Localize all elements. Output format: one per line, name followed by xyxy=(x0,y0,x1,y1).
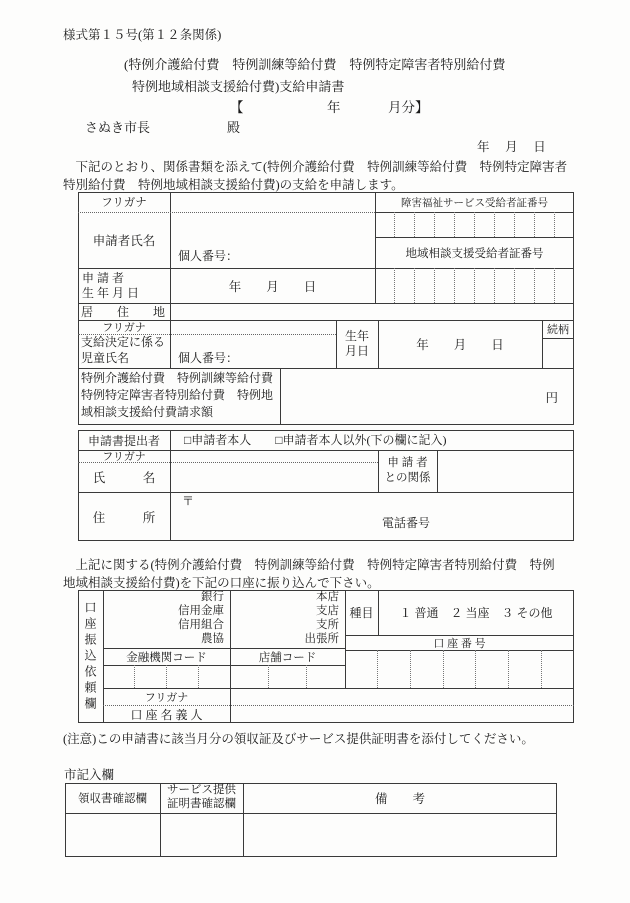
city-section-title: 市記入欄 xyxy=(64,768,115,782)
grid-line xyxy=(170,430,171,541)
applicant-birth-label-l2: 生 年 月 日 xyxy=(82,286,140,300)
branch-type-list xyxy=(230,591,345,647)
bank-type-list xyxy=(103,591,230,647)
child-birth-label xyxy=(336,320,378,368)
form-number: 様式第１５号(第１２条関係) xyxy=(63,28,222,42)
caution-note: (注意)この申請書に該当月分の領収証及びサービス提供証明書を添付してください。 xyxy=(63,732,534,746)
applicant-birth-label-l1: 申 請 者 xyxy=(82,271,125,285)
service-cert-check-label xyxy=(160,783,243,813)
submitter-checkbox-options: □申請者本人 □申請者本人以外(下の欄に記入) xyxy=(184,433,447,447)
form-title-line1: (特例介護給付費 特例訓練等給付費 特例特定障害者特別給付費 xyxy=(124,57,506,72)
phone-number-label: 電話番号 xyxy=(382,516,431,530)
branch-type-shiten: 支店 xyxy=(316,605,339,618)
receipt-check-label: 領収書確認欄 xyxy=(78,793,147,805)
applicant-table xyxy=(78,192,574,425)
period-year-label: 年 xyxy=(327,100,341,115)
transfer-request-vertical-label: 口座振込依頼欄 xyxy=(83,600,97,713)
bank-type-shinkin: 信用金庫 xyxy=(178,605,224,618)
period-bracket-open: 【 xyxy=(230,100,244,115)
grid-line xyxy=(542,338,574,339)
submitter-table xyxy=(78,430,574,541)
relation-label: 続柄 xyxy=(547,324,569,336)
service-cert-check-l1: サービス提供 xyxy=(167,784,236,797)
account-type-options: １ 普通 ２ 当座 ３ その他 xyxy=(399,606,553,620)
applicant-birth-value: 年 月 日 xyxy=(228,279,317,294)
account-holder-label: 口 座 名 義 人 xyxy=(130,707,203,722)
city-use-table xyxy=(65,783,557,857)
postal-mark: 〒 xyxy=(182,494,195,508)
submitter-relation-label xyxy=(378,450,437,492)
account-type-label: 種目 xyxy=(349,606,374,620)
yen-unit: 円 xyxy=(545,390,558,405)
submitter-relation-l1: 申 請 者 xyxy=(387,457,428,470)
submitter-label: 申請書提出者 xyxy=(87,433,160,448)
intro-line2: 特別給付費 特例地域相談支援給付費)の支給を申請します。 xyxy=(63,178,404,192)
addressee: さぬき市長 xyxy=(85,120,151,135)
account-number-label: 口 座 番 号 xyxy=(433,637,486,650)
child-name-label-l2: 児童氏名 xyxy=(81,351,130,365)
child-birth-label-l1: 生年 xyxy=(344,329,369,343)
application-date-line: 年 月 日 xyxy=(477,140,546,154)
personal-number-label: 個人番号： xyxy=(178,249,239,263)
transfer-note-line2: 地域相談支援給付費)を下記の口座に振り込んで下さい。 xyxy=(63,576,380,590)
bank-type-bank: 銀行 xyxy=(201,591,224,604)
bank-type-nokyo: 農協 xyxy=(201,632,224,645)
branch-code-label: 店舗コード xyxy=(258,651,317,664)
claim-amount-label-l1: 特例介護給付費 特例訓練等給付費 xyxy=(81,371,274,385)
branch-type-shutchojo: 出張所 xyxy=(304,632,339,645)
applicant-furigana-label: フリガナ xyxy=(101,197,147,209)
grid-line xyxy=(437,450,438,492)
bank-transfer-table xyxy=(78,590,574,723)
child-birth-label-l2: 月日 xyxy=(344,344,369,358)
branch-type-shisho: 支所 xyxy=(316,619,339,631)
claim-amount-label-l3: 域相談支援給付費請求額 xyxy=(81,405,214,419)
branch-code-cells xyxy=(230,665,345,688)
addressee-honorific: 殿 xyxy=(227,120,241,135)
child-furigana-label: フリガナ xyxy=(102,322,146,334)
bank-code-label: 金融機関コード xyxy=(126,651,207,664)
holder-furigana-label: フリガナ xyxy=(144,691,189,704)
child-name-label-l1: 支給決定に係る xyxy=(81,335,166,349)
bank-code-cells xyxy=(103,665,230,688)
child-personal-number-label: 個人番号： xyxy=(178,351,239,365)
service-cert-number-cells xyxy=(375,212,574,237)
claim-amount-label-l2: 特例特定障害者特別給付費 特例地 xyxy=(81,388,274,402)
submitter-name-label: 氏 名 xyxy=(92,471,156,485)
branch-type-honten: 本店 xyxy=(316,591,339,604)
grid-line xyxy=(65,813,557,814)
service-cert-number-label: 障害福祉サービス受給者証番号 xyxy=(401,197,548,209)
chiiki-cert-number-cells xyxy=(375,268,574,303)
intro-line1: 下記のとおり、関係書類を添えて(特例介護給付費 特例訓練等給付費 特例特定障害者 xyxy=(63,160,568,174)
bank-type-kumiai: 信用組合 xyxy=(178,619,224,631)
service-cert-check-l2: 証明書確認欄 xyxy=(167,798,236,810)
form-title-line2: 特例地域相談支援給付費)支給申請書 xyxy=(132,79,345,94)
remarks-label: 備 考 xyxy=(374,792,425,806)
account-number-cells xyxy=(345,650,574,688)
transfer-note-line1: 上記に関する(特例介護給付費 特例訓練等給付費 特例特定障害者特別給付費 特例 xyxy=(63,558,555,572)
submitter-furigana-label: フリガナ xyxy=(102,451,146,463)
child-birth-value: 年 月 日 xyxy=(416,338,504,352)
submitter-relation-l2: との関係 xyxy=(384,472,431,484)
grid-line xyxy=(78,303,574,304)
chiiki-cert-number-label: 地域相談支援受給者証番号 xyxy=(405,247,544,260)
submitter-address-label: 住 所 xyxy=(92,510,156,525)
period-month-label: 月分】 xyxy=(388,100,429,115)
applicant-name-label: 申請者氏名 xyxy=(92,234,156,248)
residence-label: 居 住 地 xyxy=(81,305,166,319)
